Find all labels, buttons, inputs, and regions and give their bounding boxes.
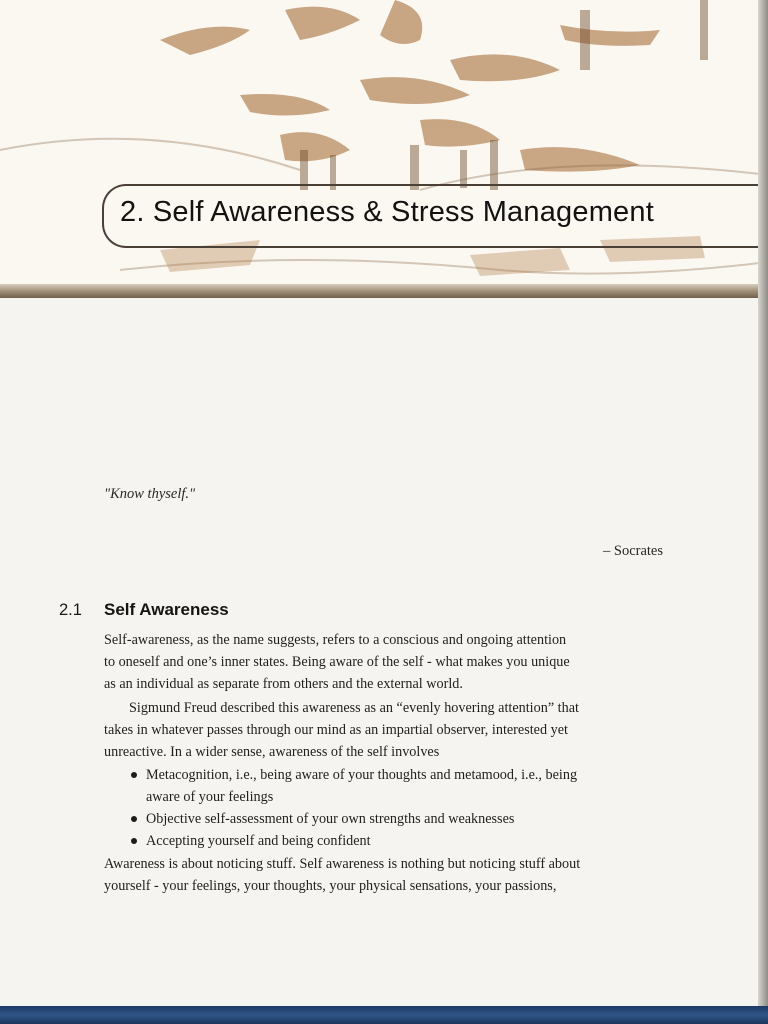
- decorative-banner-illustration: [0, 0, 768, 300]
- paragraph-2-line: Sigmund Freud described this awareness as an “evenly hovering attention” that: [129, 700, 579, 716]
- page-body: [0, 298, 758, 1006]
- paragraph-1-line: as an individual as separate from others and the external world.: [104, 676, 463, 692]
- paragraph-1-line: to oneself and one’s inner states. Being aware of the self - what makes you unique: [104, 654, 570, 670]
- bullet-dot: [131, 816, 137, 822]
- page-right-edge: [758, 0, 768, 1024]
- chapter-banner: [0, 0, 768, 300]
- epigraph-quote: "Know thyself.": [104, 486, 196, 502]
- bullet-item-line: aware of your feelings: [146, 789, 274, 805]
- bullet-item-line: Accepting yourself and being confident: [146, 833, 371, 849]
- book-cover-edge: [0, 1006, 768, 1024]
- chapter-title: 2. Self Awareness & Stress Management: [120, 196, 654, 228]
- epigraph-author: – Socrates: [603, 543, 663, 559]
- bullet-dot: [131, 838, 137, 844]
- section-number: 2.1: [59, 601, 82, 619]
- paragraph-1-line: Self-awareness, as the name suggests, refers to a conscious and ongoing attention: [104, 632, 567, 648]
- section-heading: Self Awareness: [104, 600, 229, 619]
- bullet-dot: [131, 772, 137, 778]
- paragraph-2-line: takes in whatever passes through our mind as an impartial observer, interested yet: [104, 722, 568, 738]
- paragraph-3-line: Awareness is about noticing stuff. Self awareness is nothing but noticing stuff about: [104, 856, 581, 872]
- bullet-item-line: Metacognition, i.e., being aware of your thoughts and metamood, i.e., being: [146, 767, 578, 783]
- bullet-item-line: Objective self-assessment of your own strengths and weaknesses: [146, 811, 515, 827]
- paragraph-2-line: unreactive. In a wider sense, awareness of the self involves: [104, 744, 440, 760]
- banner-bottom-shadow: [0, 284, 768, 298]
- paragraph-3-line: yourself - your feelings, your thoughts, your physical sensations, your passions,: [104, 878, 557, 894]
